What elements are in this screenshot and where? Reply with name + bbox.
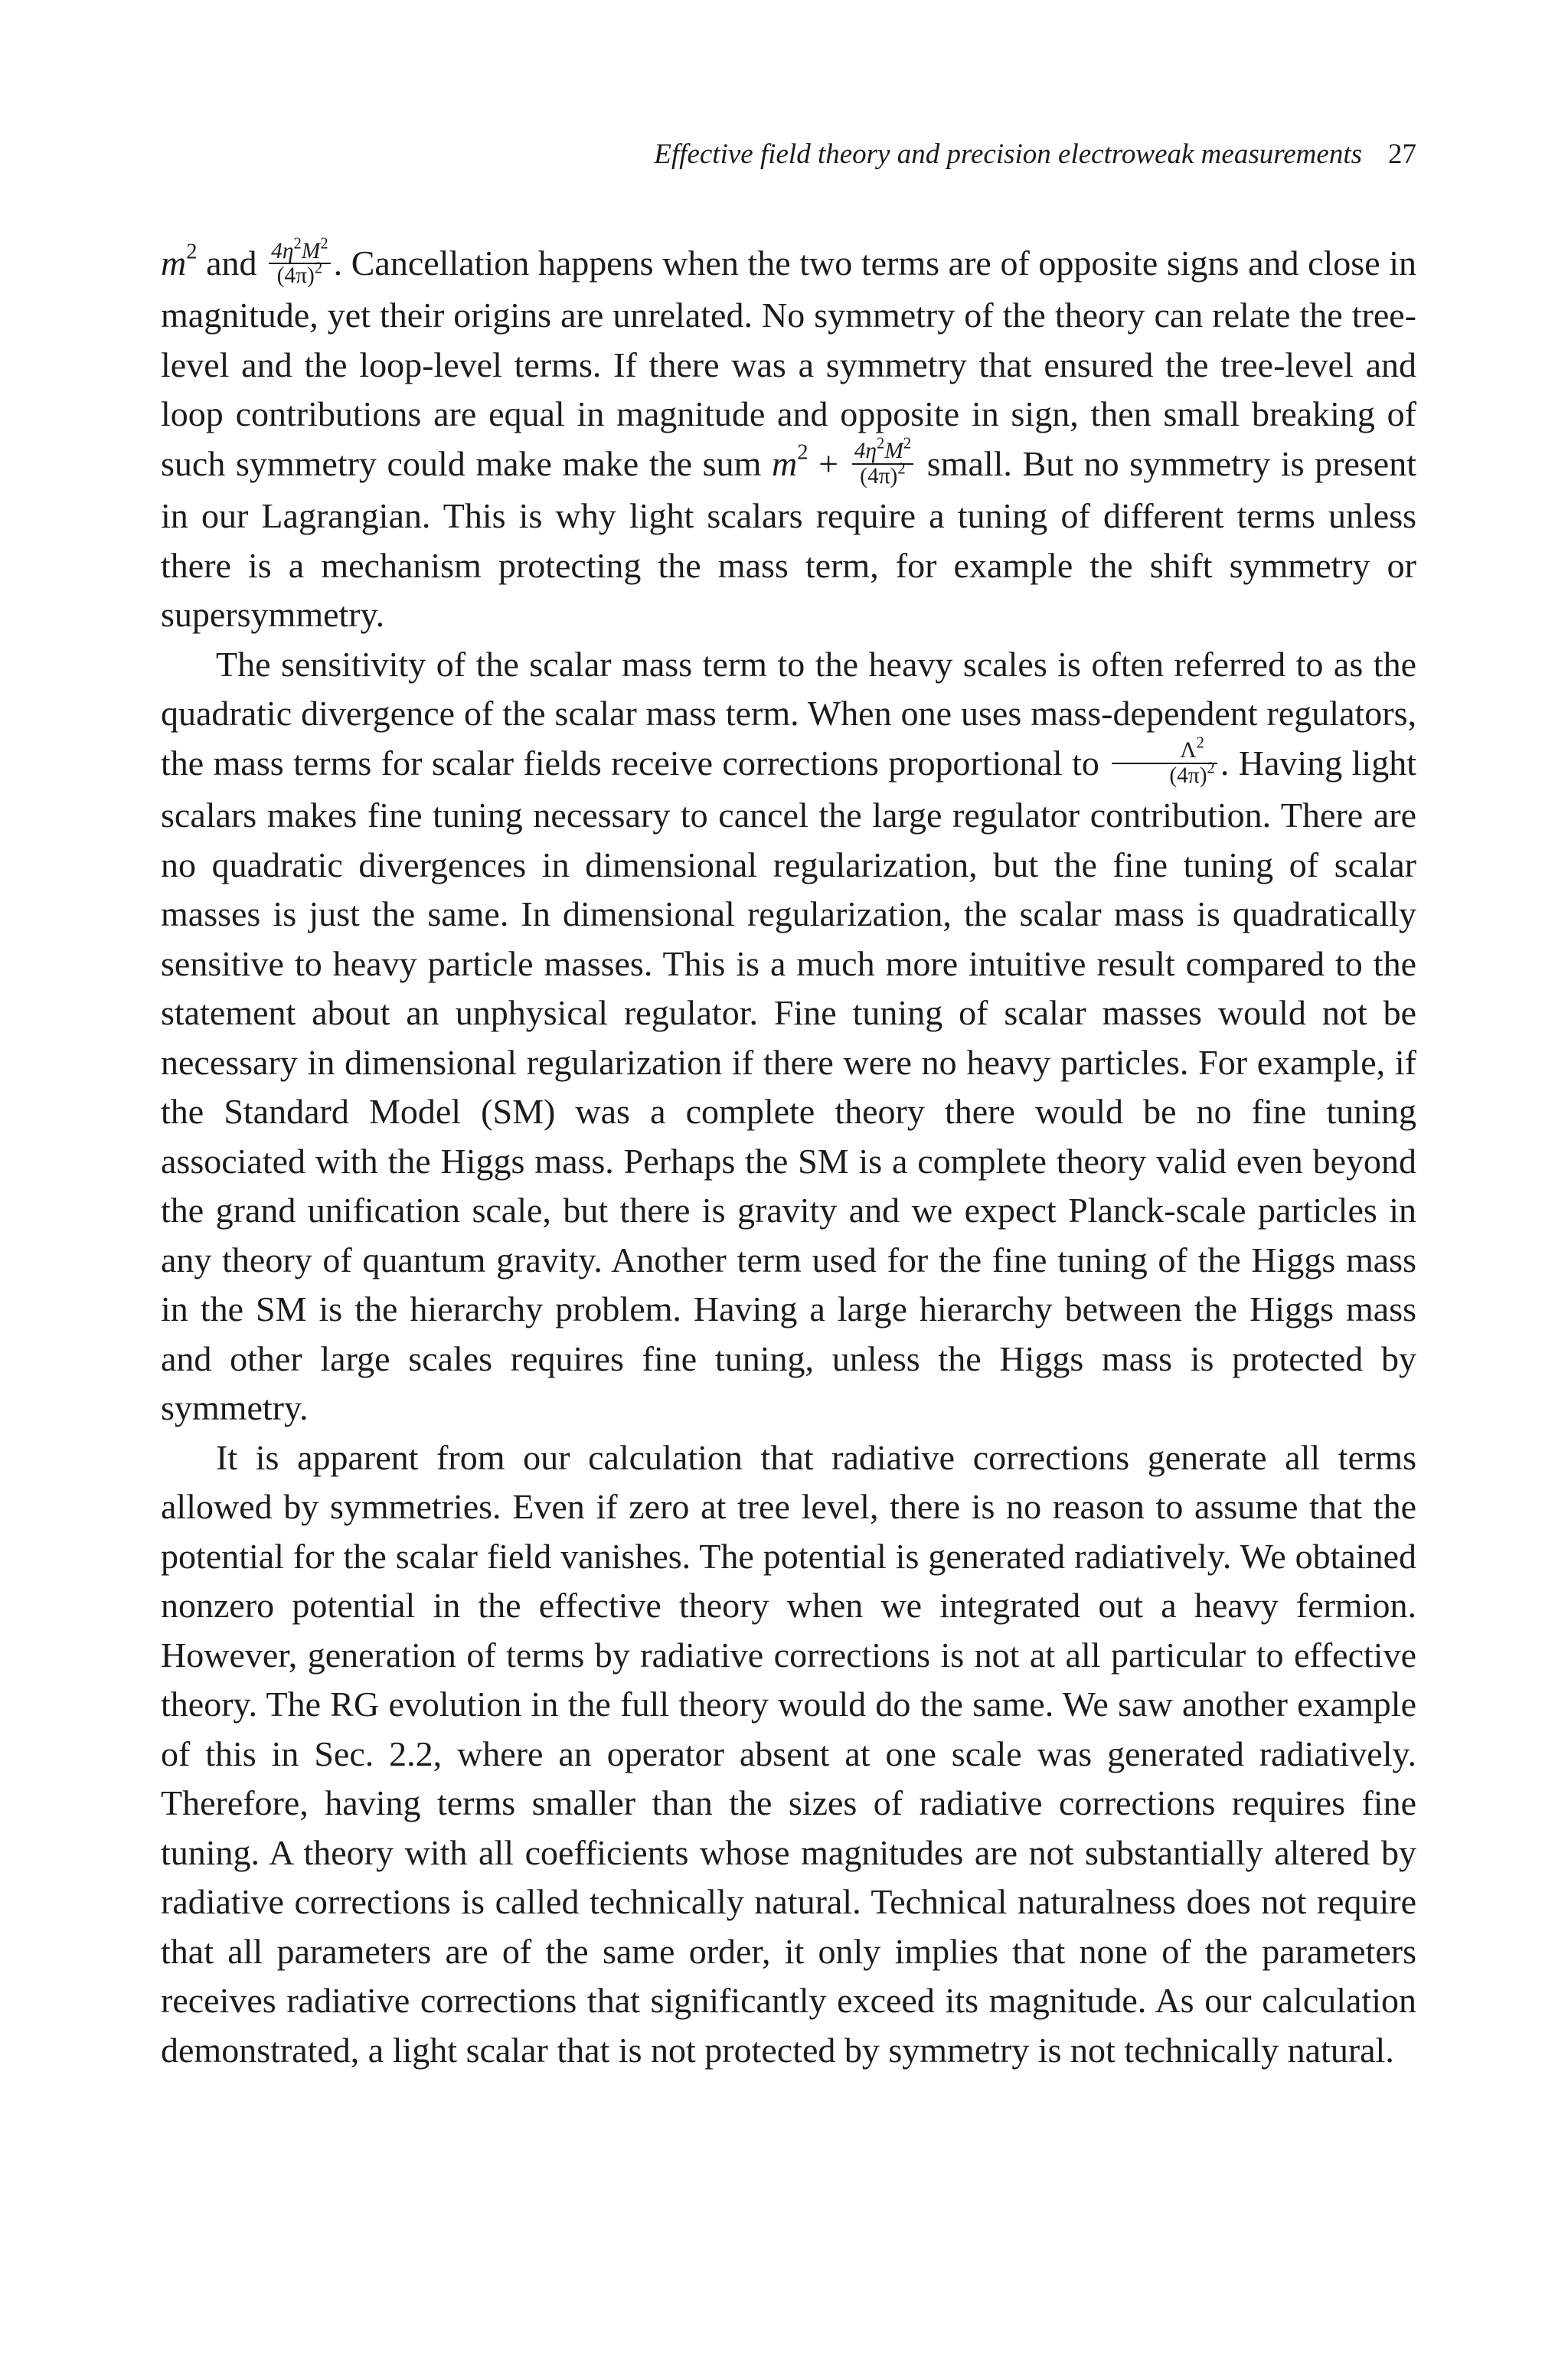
paragraph-1-text-b: small. But no symmetry is present in our Lagrangian. This is why light scalars require a tuning of different terms unless there is a mechanism protecting the mass term, for example the shift symmetry or supersymmetry. xyxy=(161,443,1416,635)
math-m: m xyxy=(771,443,798,483)
page-number: 27 xyxy=(1388,139,1416,170)
math-m-exponent: 2 xyxy=(186,240,198,264)
fraction-denominator: $(4\pi)^2$ xyxy=(860,460,906,489)
paragraph-2 xyxy=(161,640,1416,1433)
paragraph-1-and: and xyxy=(206,243,257,283)
page-header xyxy=(161,136,1416,173)
paragraph-1 xyxy=(161,235,1417,640)
running-title: Effective field theory and precision electroweak measurements xyxy=(654,139,1362,170)
fraction-numerator: $4\eta^2M^2$ xyxy=(852,440,913,465)
fraction-numerator: $4\eta^2M^2$ xyxy=(269,240,330,265)
fraction-numerator: $\Lambda^2$ xyxy=(1112,739,1217,764)
fraction-lambda-term xyxy=(1112,734,1217,789)
fraction-loop-term xyxy=(269,235,330,289)
fraction-loop-term xyxy=(852,436,913,489)
paragraph-2-text-a: The sensitivity of the scalar mass term to the heavy scales is often referred to as the quadratic divergence of the scalar mass term. When one uses mass-dependent regulators, the mass terms for scalar fields receive corrections proportional to xyxy=(161,644,1416,783)
paragraph-1-text-a: . Cancellation happens when the two terms are of opposite signs and close in magnitude, yet their origins are unrelated. No symmetry of the theory can relate the tree-level and the loop-level terms. If there was a symmetry that ensured the tree-level and loop contributions are equal in magnitude and opposite in sign, then small breaking of such symmetry could make make the sum xyxy=(161,243,1417,483)
math-m: m xyxy=(161,243,187,283)
fraction-denominator: $(4\pi)^2$ xyxy=(1169,760,1215,789)
fraction-denominator: $(4\pi)^2$ xyxy=(276,260,323,289)
paragraph-2-text-b: . Having light scalars makes fine tuning necessary to cancel the large regulator contribution. There are no quadratic divergences in dimensional regularization, but the fine tuning of scalar masses is just the same. In dimensional regularization, the scalar mass is quadratically sensitive to heavy particle masses. This is a much more intuitive result compared to the statement about an unphysical regulator. Fine tuning of scalar masses would not be necessary in dimensional regularization if there were no heavy particles. For example, if the Standard Model (SM) was a complete theory there would be no fine tuning associated with the Higgs mass. Perhaps the SM is a complete theory valid even beyond the grand unification scale, but there is gravity and we expect Planck-scale particles in any theory of quantum gravity. Another term used for the fine tuning of the Higgs mass in the SM is the hierarchy problem. Having a large hierarchy between the Higgs mass and other large scales requires fine tuning, unless the Higgs mass is protected by symmetry. xyxy=(161,743,1416,1428)
math-m-exponent: 2 xyxy=(797,440,808,465)
math-plus: + xyxy=(818,443,839,483)
paragraph-3: It is apparent from our calculation that radiative corrections generate all terms allowed by symmetries. Even if zero at tree level, there is no reason to assume that the potential for the scalar field vanishes. The potential is generated radiatively. We obtained nonzero potential in the effective theory when we integrated out a heavy fermion. However, generation of terms by radiative corrections is not at all particular to effective theory. The RG evolution in the full theory would do the same. We saw another example of this in Sec. 2.2, where an operator absent at one scale was generated radiatively. Therefore, having terms smaller than the sizes of radiative corrections requires fine tuning. A theory with all coefficients whose magnitudes are not substantially altered by radiative corrections is called technically natural. Technical naturalness does not require that all parameters are of the same order, it only implies that none of the parameters receives radiative corrections that significantly exceed its magnitude. As our calculation demonstrated, a light scalar that is not protected by symmetry is not technically natural. xyxy=(161,1437,1416,2070)
body-text xyxy=(161,235,1417,2075)
